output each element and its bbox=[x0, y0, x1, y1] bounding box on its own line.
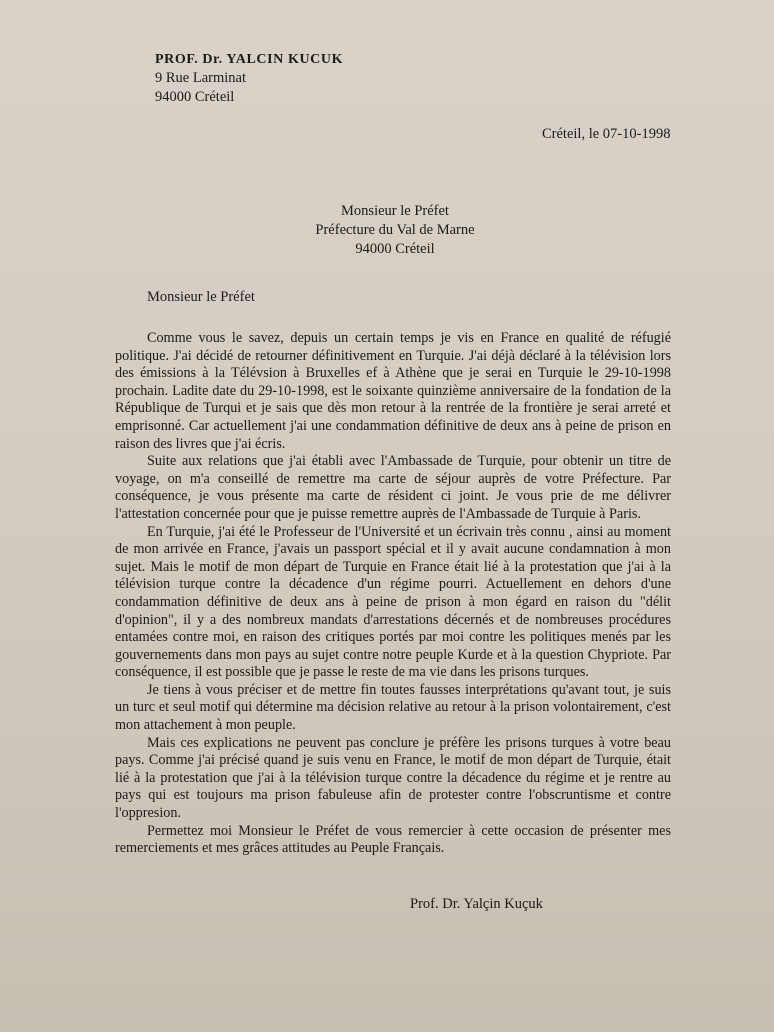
letter-body bbox=[115, 330, 671, 858]
body-paragraph: Mais ces explications ne peuvent pas conclure je préfère les prisons turques à votre beau pays. Comme j'ai précisé quand je suis venu en France, le motif de mon départ de Turquie, était lié à la protestation que j'ai à la télévision turque contre la décadence du régime et je rentre au pays qui est toujours ma prison fabuleuse afin de protester contre l'obscruntisme et contre l'oppresion. bbox=[115, 734, 671, 822]
sender-city: 94000 Créteil bbox=[155, 89, 235, 105]
sender-street: 9 Rue Larminat bbox=[155, 70, 247, 86]
body-paragraph: Permettez moi Monsieur le Préfet de vous remercier à cette occasion de présenter mes remerciements et mes grâces attitudes au Peuple Français. bbox=[115, 822, 671, 857]
body-paragraph: Je tiens à vous préciser et de mettre fin toutes fausses interprétations qu'avant tout, je suis un turc et seul motif qui détermine ma décision relative au retour à la prison volontairement, c'est mon attachement à mon peuple. bbox=[115, 681, 671, 734]
body-paragraph: Suite aux relations que j'ai établi avec l'Ambassade de Turquie, pour obtenir un titre de voyage, on m'a conseillé de remettre ma carte de séjour auprès de votre Préfecture. Par conséquence, je vous présente ma carte de résident ci joint. Je vous prie de me délivrer l'attestation concernée pour que je puisse remettre auprès de l'Ambassade de Turquie à Paris. bbox=[115, 453, 671, 522]
body-paragraph: Comme vous le savez, depuis un certain temps je vis en France en qualité de réfugié politique. J'ai décidé de retourner définitivement en Turquie. J'ai déjà déclaré à la télévision lors des émissions à la Télévsion à Bruxelles ef à Athène que je serai en Turquie le 29-10-1998 prochain. Ladite date du 29-10-1998, est le soixante quinzième anniversaire de la fondation de la République de Turqui et je sais que dès mon retour à la rentrée de la frontière je serai arreté et emprisonné. Car actuellement j'ai une condammation définitive de deux ans à peine de prison en raison des livres que j'ai écris. bbox=[115, 330, 671, 452]
body-paragraph: En Turquie, j'ai été le Professeur de l'Université et un écrivain très connu , ainsi au moment de mon arrivée en France, j'avais un passport spécial et il y avait aucune condamnation à mon sujet. Mais le motif de mon départ de Turquie en France était lié à la protestation que j'ai à la télévision turque contre la décadence d'un régime pourri. Actuellement en dehors d'une condammation définitive de deux ans à peine de prison à mon égard en raison du "délit d'opinion", il y a des nombreux mandats d'arrestations décernés et de nombreuses procédures entamées contre moi, en raison des critiques portés par moi contre les politiques menés par les gouvernements dans mon pays au sujet contre notre peuple Kurde et à la question Chypriote. Par conséquence, il est possible que je passe le reste de ma vie dans les prisons turques. bbox=[115, 523, 671, 681]
sender-block bbox=[155, 50, 343, 107]
recipient-line-3: 94000 Créteil bbox=[355, 241, 435, 257]
sender-name: PROF. Dr. YALCIN KUCUK bbox=[155, 52, 344, 67]
salutation: Monsieur le Préfet bbox=[147, 289, 255, 305]
signature: Prof. Dr. Yalçin Kuçuk bbox=[410, 896, 543, 912]
recipient-line-2: Préfecture du Val de Marne bbox=[315, 222, 475, 238]
recipient-block bbox=[300, 202, 490, 259]
letter-date: Créteil, le 07-10-1998 bbox=[542, 126, 671, 142]
recipient-line-1: Monsieur le Préfet bbox=[341, 203, 449, 219]
